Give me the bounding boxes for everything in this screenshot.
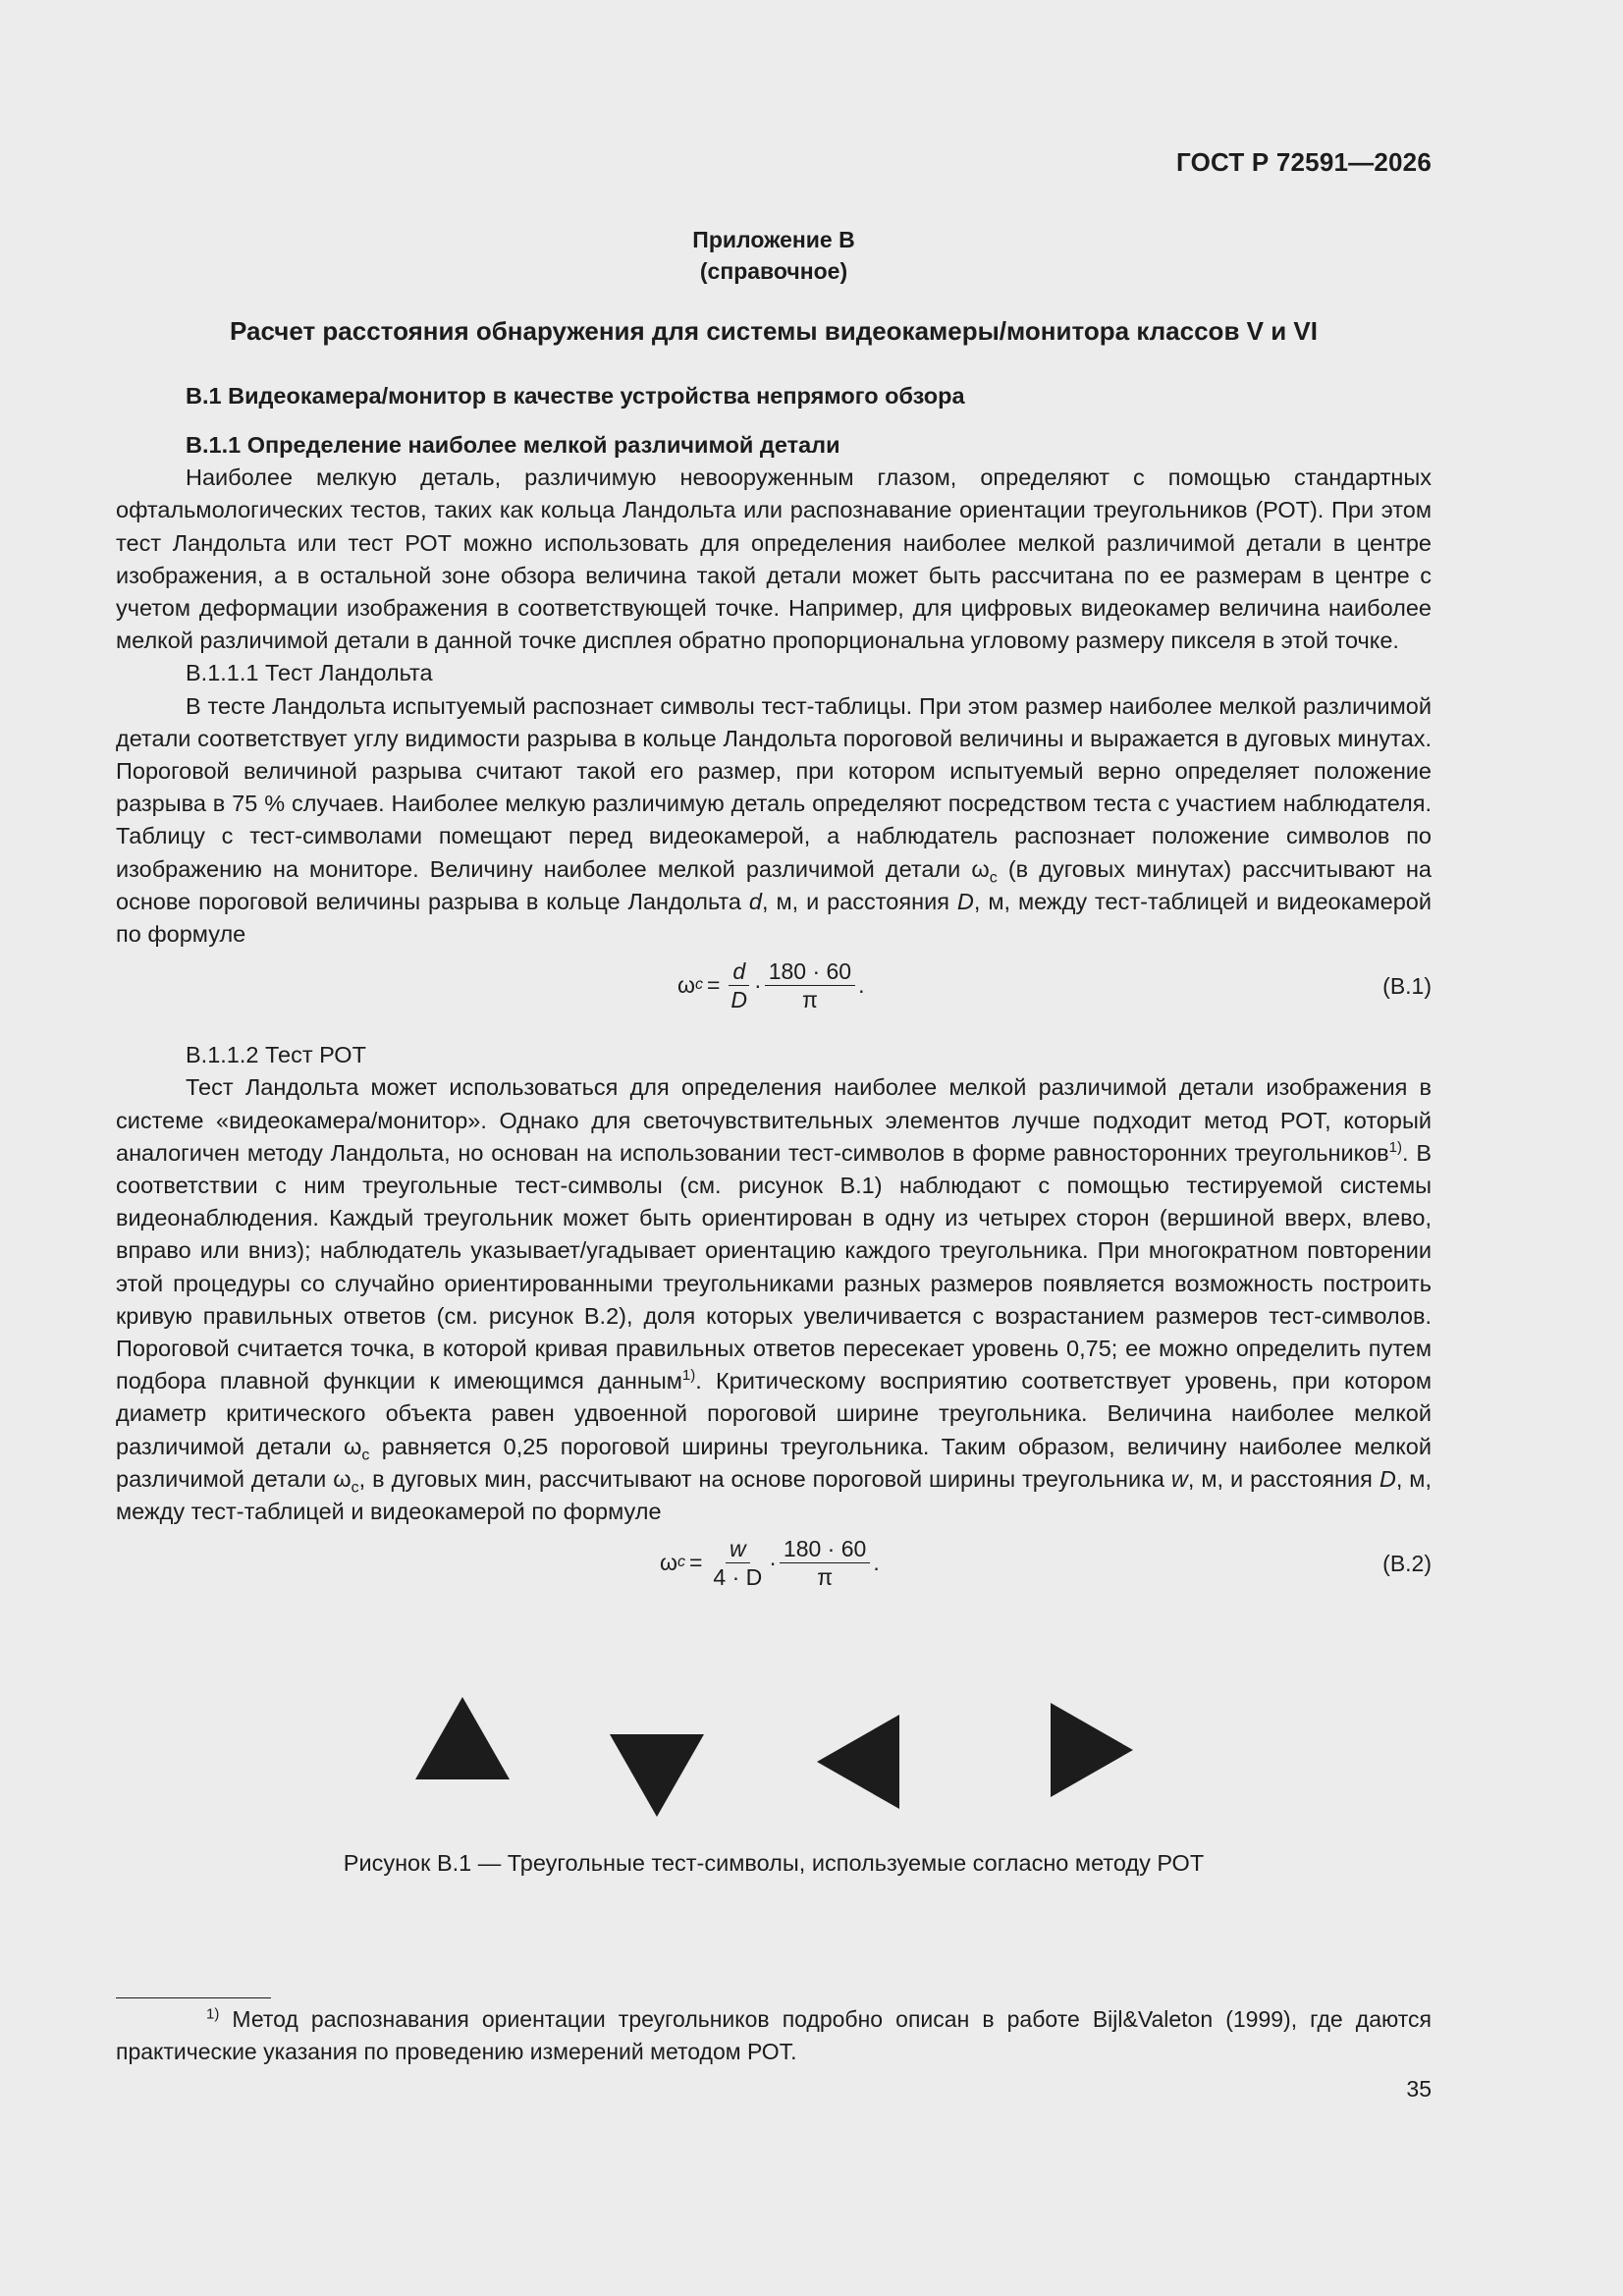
paragraph-b11: Наиболее мелкую деталь, различимую невооруженным глазом, определяют с помощью стандартных офтальмологических тестов, таких как кольца Ландольта или распознавание ориентации треугольников (РОТ). При этом тест Ландольта или тест РОТ можно использовать для определения наиболее мелкой различимой детали в центре изображения, а в остальной зоне обзора величина такой детали может быть рассчитана по ее размерам в центре с учетом деформации изображения в соответствующей точке. Например, для цифровых видеокамер величина наиболее мелкой различимой детали в данной точке дисплея обратно пропорциональна угловому размеру пикселя в этой точке. (116, 465, 1432, 654)
paragraph-b112: Тест Ландольта может использоваться для определения наиболее мелкой различимой детали изображения в системе «видеокамера/монитор». Однако для светочувствительных элементов лучше подходит метод РОТ, который аналогичен методу Ландольта, но основан на использовании тест-символов в форме равносторонних треугольников$^{1)}$. В соответствии с ним треугольные тест-символы (см. рисунок В.1) наблюдают с помощью тестируемой системы видеонаблюдения. Каждый треугольник может быть ориентирован в одну из четырех сторон (вершиной вверх, влево, вправо или вниз); наблюдатель указывает/угадывает ориентацию каждого треугольника. При многократном повторении этой процедуры со случайно ориентированными треугольниками разных размеров появляется возможность построить кривую правильных ответов (см. рисунок В.2), доля которых увеличивается с возрастанием размеров тест-символов. Пороговой считается точка, в которой кривая правильных ответов пересекает уровень 0,75; ее можно определить путем подбора плавной функции к имеющимся данным$^{1)}$. Критическому восприятию соответствует уровень, при котором диаметр критического объекта равен удвоенной пороговой ширине треугольника. Величина наиболее мелкой различимой детали $\omega_c$ равняется 0,25 пороговой ширины треугольника. Таким образом, величину наиболее мелкой различимой детали $\omega_c$, в дуговых мин, рассчитывают на основе пороговой ширины треугольника w, м, и расстояния D, м, между тест-таблицей и видеокамерой по формуле (116, 1074, 1433, 1525)
body-text (116, 429, 1432, 1616)
footnote: $^{1)}$ Метод распознавания ориентации треугольников подробно описан в работе Bijl&Valeton (1999), где даются практические указания по проведению измерений методом РОТ. (116, 2005, 1432, 2064)
figure-b1 (116, 1689, 1432, 1827)
section-b11-heading: В.1.1 Определение наиболее мелкой различимой детали (186, 432, 840, 458)
appendix-heading (116, 224, 1432, 287)
triangle-right-icon (1051, 1703, 1133, 1797)
triangle-up-icon (415, 1697, 510, 1779)
appendix-subtitle: (справочное) (699, 258, 848, 284)
formula-b1-number: (В.1) (1382, 973, 1432, 1000)
page-number: 35 (1406, 2076, 1432, 2102)
section-b112-heading: В.1.1.2 Тест РОТ (186, 1042, 366, 1068)
standard-code: ГОСТ Р 72591—2026 (1176, 147, 1432, 177)
figure-caption: Рисунок В.1 — Треугольные тест-символы, используемые согласно методу РОТ (343, 1850, 1205, 1876)
paragraph-b111: В тесте Ландольта испытуемый распознает символы тест-таблицы. При этом размер наиболее мелкой различимой детали соответствует углу видимости разрыва в кольце Ландольта пороговой величины и выражается в дуговых минутах. Пороговой величиной разрыва считают такой его размер, при котором испытуемый верно определяет положение разрыва в 75 % случаев. Наиболее мелкую различимую деталь определяют посредством теста с участием наблюдателя. Таблицу с тест-символами помещают перед видеокамерой, а наблюдатель распознает положение символов по изображению на мониторе. Величину наиболее мелкой различимой детали $\omega_c$ (в дуговых минутах) рассчитывают на основе пороговой величины разрыва в кольце Ландольта d, м, и расстояния D, м, между тест-таблицей и видеокамерой по формуле (116, 692, 1432, 948)
main-title: Расчет расстояния обнаружения для системы видеокамеры/монитора классов V и VI (230, 316, 1318, 346)
formula-b2: ω c = $\frac{w}{4 \cdot D}$ · $\frac{180 \cdot 60}{\pi}$ . (В.2) (660, 1535, 1432, 1590)
section-b1-heading: В.1 Видеокамера/монитор в качестве устройства непрямого обзора (186, 383, 965, 409)
triangle-left-icon (817, 1715, 899, 1809)
appendix-title: Приложение В (692, 227, 855, 252)
footnote-divider (116, 1997, 271, 1998)
formula-b1: ω c = $\frac{d}{D}$ · $\frac{180 \cdot 60}{\pi}$ . (В.1) (677, 957, 1432, 1012)
formula-b2-number: (В.2) (1382, 1551, 1432, 1577)
section-b111-heading: В.1.1.1 Тест Ландольта (186, 660, 433, 686)
triangle-down-icon (610, 1734, 704, 1817)
